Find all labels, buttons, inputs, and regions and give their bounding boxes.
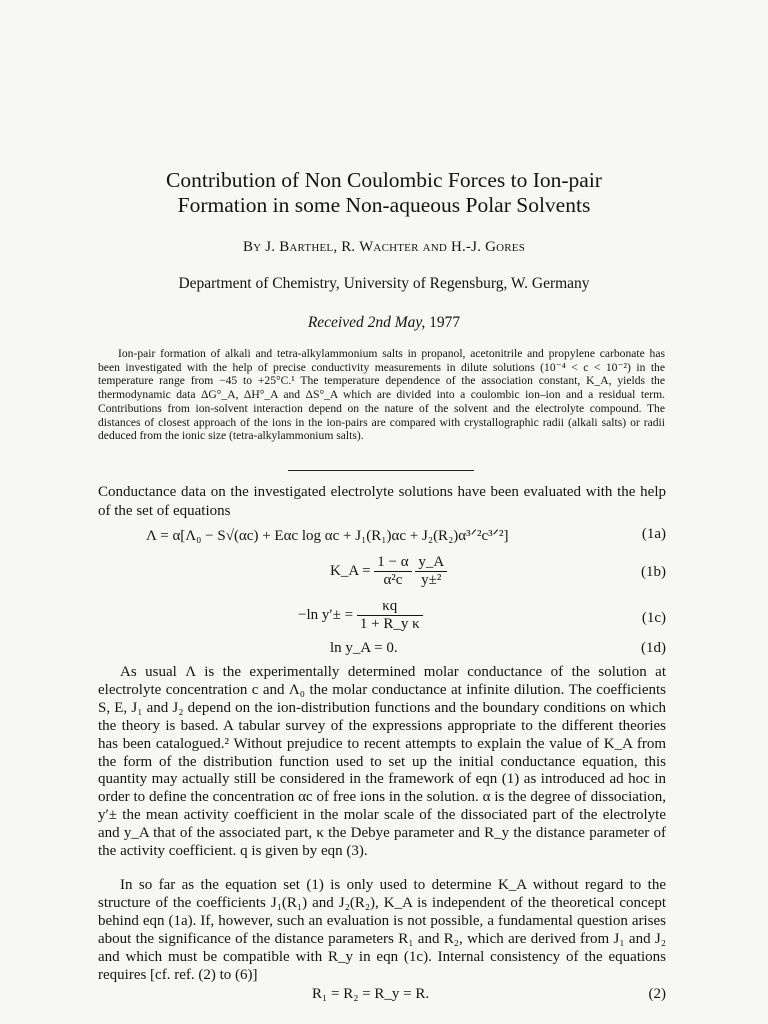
body-paragraph-2 bbox=[98, 664, 666, 861]
paragraph-text: As usual Λ is the experimentally determined molar conductance of the solution at electrolyte concentration c and Λ₀ the molar conductance at infinite dilution. The coefficients S, E, J₁ and J₂ depend on the ion-distribution functions and the boundary conditions on which the theory is based. A tabular survey of the expressions appropriate to the different theories has been catalogued.² Without prejudice to recent attempts to explain the value of K_A from the form of the distribution function used to set up the initial conductance equation, this quantity may actually still be considered in the framework of eqn (1) as introduced ad hoc in order to define the concentration αc of free ions in the solution. α is the degree of dissociation, y′± the mean activity coefficient in the molar scale of the dissociated part of the electrolyte and y_A that of the associated part, κ the Debye parameter and R_y the distance parameter of the activity coefficient. q is given by eqn (3). bbox=[98, 664, 666, 860]
equation-2-number: (2) bbox=[648, 986, 666, 1002]
equation-1c-denominator: 1 + R_y κ bbox=[359, 616, 420, 632]
paper-title bbox=[0, 168, 768, 218]
title-line-1: Contribution of Non Coulombic Forces to Ion-pair bbox=[166, 168, 602, 192]
received-date bbox=[0, 314, 768, 332]
abstract: Ion-pair formation of alkali and tetra-alkylammonium salts in propanol, acetonitrile and propylene carbonate has been investigated with the help of precise conductivity measurements in dilute solutions (10⁻⁴ < c < 10⁻²) in the temperature range from −45 to +25°C.¹ The temperature dependence of the association constant, K_A, yields the thermodynamic data ΔG°_A, ΔH°_A and ΔS°_A which are divided into a coulombic ion–ion and a residual term. Contributions from ion-solvent interaction depend on the nature of the solvent and the electrolyte compound. The distances of closest approach of the ions in the ion-pairs are compared with crystallographic radii (alkali salts) or radii deduced from the ionic size (tetra-alkylammonium salts). bbox=[98, 347, 665, 443]
affiliation: Department of Chemistry, University of Regensburg, W. Germany bbox=[178, 275, 590, 292]
received-year: 1977 bbox=[429, 314, 461, 331]
received-label: Received 2nd May, bbox=[307, 314, 426, 331]
equation-1a-number: (1a) bbox=[641, 526, 666, 542]
equation-1a: Λ = α[Λ₀ − S√(αc) + Eαc log αc + J₁(R₁)αc + J₂(R₂)α³ᐟ²c³ᐟ²] bbox=[146, 528, 509, 544]
equation-1c-number: (1c) bbox=[641, 610, 666, 626]
equation-1c-numerator: κq bbox=[357, 598, 423, 616]
equation-1b-denominator-2: y±² bbox=[421, 572, 442, 588]
equation-1b-fraction-2 bbox=[415, 554, 447, 589]
equation-2: R₁ = R₂ = R_y = R. bbox=[312, 986, 430, 1002]
equation-1d: ln y_A = 0. bbox=[330, 640, 398, 656]
equation-1b-numerator-1: 1 − α bbox=[374, 554, 411, 572]
equation-1b-denominator-1: α²c bbox=[383, 572, 403, 588]
equation-1b-lhs: K_A = bbox=[330, 562, 371, 579]
paragraph-text: In so far as the equation set (1) is only used to determine K_A without regard to the structure of the coefficients J₁(R₁) and J₂(R₂), K_A is independent of the theoretical concept behind eqn (1a). If, however, such an evaluation is not possible, a fundamental question arises about the significance of the distance parameters R₁ and R₂, which are derived from J₁ and J₂ and which must be compatible with R_y in eqn (1c). Internal consistency of the equations requires [cf. ref. (2) to (6)] bbox=[98, 877, 666, 983]
author-line: By J. Barthel, R. Wachter and H.-J. Gores bbox=[242, 239, 526, 255]
equation-1b-fraction-1 bbox=[374, 554, 411, 589]
equation-1c-fraction bbox=[357, 598, 423, 633]
section-divider bbox=[288, 470, 474, 471]
title-line-2: Formation in some Non-aqueous Polar Solvents bbox=[177, 193, 591, 217]
body-paragraph-3 bbox=[98, 877, 666, 984]
equation-1d-number: (1d) bbox=[641, 640, 666, 656]
equation-1b-number: (1b) bbox=[641, 564, 666, 580]
equation-1c-lhs: −ln y′± = bbox=[298, 606, 354, 623]
equation-1c bbox=[298, 598, 423, 633]
equation-1b bbox=[330, 554, 447, 589]
intro-paragraph: Conductance data on the investigated electrolyte solutions have been evaluated with the help of the set of equations bbox=[98, 484, 666, 519]
equation-1b-numerator-2: y_A bbox=[415, 554, 447, 572]
